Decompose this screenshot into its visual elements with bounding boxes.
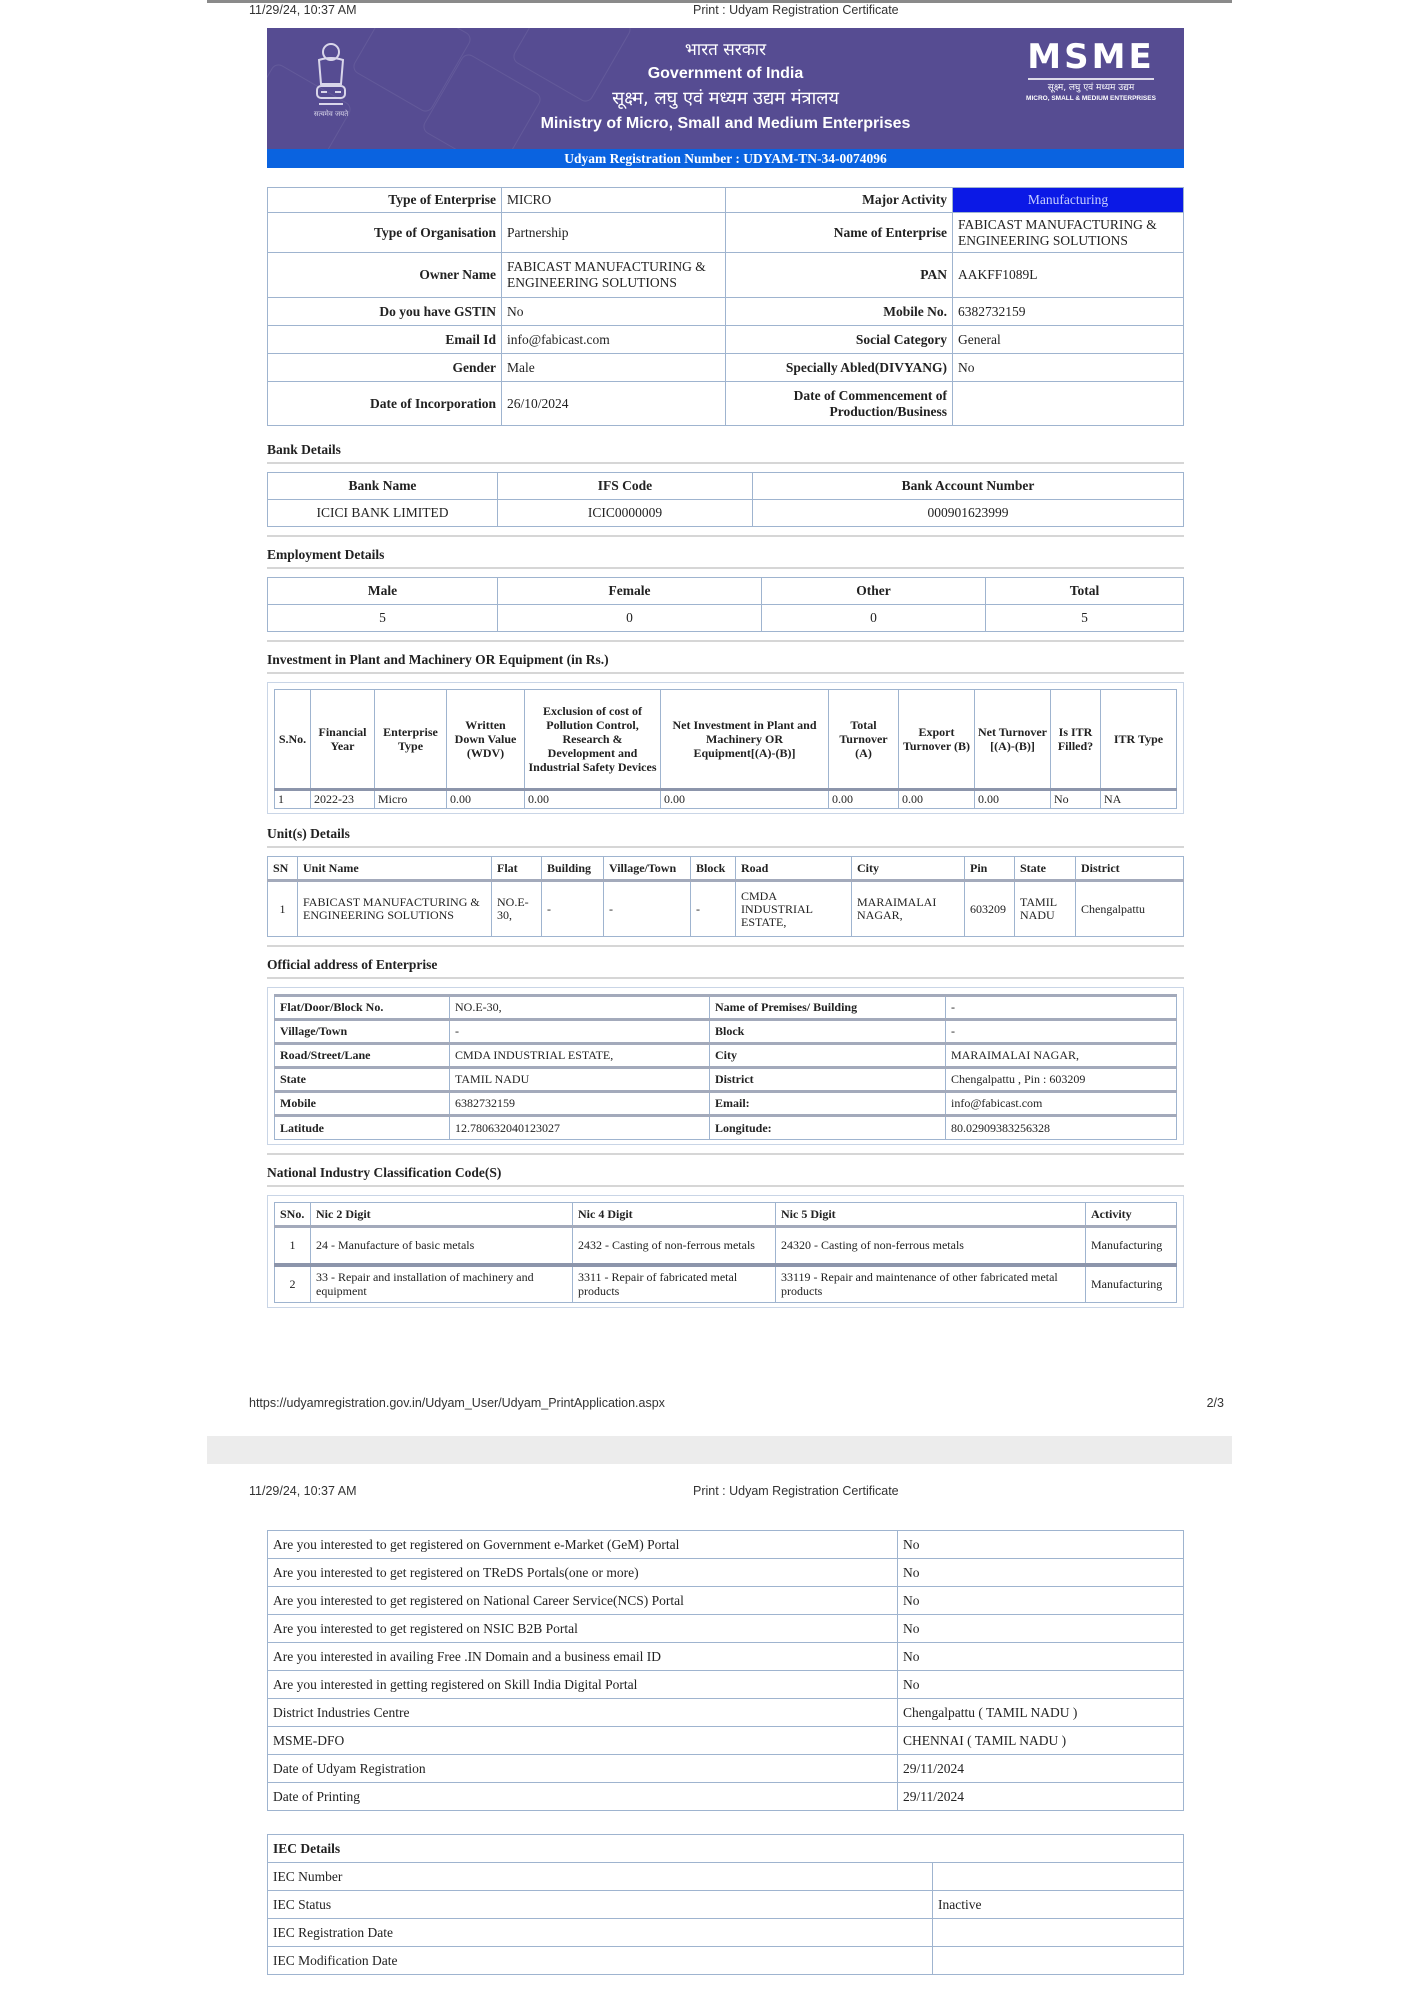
iec-modification-date-value (933, 1947, 1184, 1975)
address-value: 6382732159 (450, 1092, 710, 1116)
inv-header: Is ITR Filled? (1051, 690, 1101, 790)
account-number-value: 000901623999 (753, 500, 1184, 527)
section-divider (267, 640, 1184, 642)
label-type-of-organisation: Type of Organisation (268, 213, 502, 253)
section-divider (267, 567, 1184, 569)
inv-cell: 0.00 (661, 790, 829, 809)
unit-header: SN (268, 857, 298, 881)
unit-cell: - (691, 881, 736, 937)
msme-logo-subtitle: MICRO, SMALL & MEDIUM ENTERPRISES (1026, 95, 1156, 102)
msme-logo-text: MSME (1027, 37, 1155, 77)
iec-modification-date-label: IEC Modification Date (268, 1947, 933, 1975)
nic-cell: 33 - Repair and installation of machinery and equipment (311, 1265, 573, 1303)
value-mobile: 6382732159 (953, 298, 1184, 326)
address-label: City (710, 1044, 946, 1068)
msme-logo (1022, 38, 1160, 104)
unit-cell: MARAIMALAI NAGAR, (852, 881, 965, 937)
value-social-category: General (953, 326, 1184, 354)
question-label: Are you interested in availing Free .IN Domain and a business email ID (268, 1643, 898, 1671)
inv-cell: 0.00 (447, 790, 525, 809)
address-label: Latitude (275, 1116, 450, 1140)
bank-details-table (267, 472, 1184, 527)
govt-text: Government of India (647, 65, 804, 82)
address-value: 80.02909383256328 (946, 1116, 1177, 1140)
unit-cell: - (542, 881, 604, 937)
iec-registration-date-value (933, 1919, 1184, 1947)
investment-table (274, 689, 1177, 809)
address-value: MARAIMALAI NAGAR, (946, 1044, 1177, 1068)
unit-cell: FABICAST MANUFACTURING & ENGINEERING SOLUTIONS (298, 881, 492, 937)
nic-cell: Manufacturing (1086, 1227, 1177, 1265)
address-label: Mobile (275, 1092, 450, 1116)
nic-cell: 24320 - Casting of non-ferrous metals (776, 1227, 1086, 1265)
inv-header: Financial Year (311, 690, 375, 790)
inv-header: Written Down Value (WDV) (447, 690, 525, 790)
unit-cell: 603209 (965, 881, 1015, 937)
employment-header: Male (268, 578, 498, 605)
address-value: - (946, 1020, 1177, 1044)
unit-cell: TAMIL NADU (1015, 881, 1076, 937)
page-break (207, 1436, 1232, 1464)
ifsc-value: ICIC0000009 (498, 500, 753, 527)
inv-cell: No (1051, 790, 1101, 809)
unit-header: District (1076, 857, 1184, 881)
inv-header: ITR Type (1101, 690, 1177, 790)
inv-cell: 2022-23 (311, 790, 375, 809)
nic-cell: 24 - Manufacture of basic metals (311, 1227, 573, 1265)
inv-cell: NA (1101, 790, 1177, 809)
print-datetime: 11/29/24, 10:37 AM (249, 3, 357, 17)
print-title: Print : Udyam Registration Certificate (693, 3, 899, 17)
label-email: Email Id (268, 326, 502, 354)
registration-number-bar: Udyam Registration Number : UDYAM-TN-34-0074096 (267, 149, 1184, 168)
print-footer (249, 1396, 1224, 1410)
address-value: TAMIL NADU (450, 1068, 710, 1092)
value-type-of-organisation: Partnership (502, 213, 726, 253)
section-divider (267, 672, 1184, 674)
address-value: - (450, 1020, 710, 1044)
section-divider (267, 462, 1184, 464)
label-owner-name: Owner Name (268, 253, 502, 298)
address-box (267, 987, 1184, 1145)
msme-dfo-value: CHENNAI ( TAMIL NADU ) (898, 1727, 1184, 1755)
question-label: Are you interested to get registered on NSIC B2B Portal (268, 1615, 898, 1643)
iec-status-value: Inactive (933, 1891, 1184, 1919)
nic-cell: 1 (275, 1227, 311, 1265)
inv-cell: 0.00 (525, 790, 661, 809)
bank-header: Bank Account Number (753, 473, 1184, 500)
logo-rule (1028, 78, 1154, 80)
unit-header: State (1015, 857, 1076, 881)
address-label: Name of Premises/ Building (710, 996, 946, 1020)
value-gstin: No (502, 298, 726, 326)
date-of-printing-label: Date of Printing (268, 1783, 898, 1811)
section-divider (267, 1153, 1184, 1155)
label-date-of-commencement: Date of Commencement of Production/Business (726, 382, 953, 426)
address-label: Flat/Door/Block No. (275, 996, 450, 1020)
hindi-ministry-text: सूक्ष्म, लघु एवं मध्यम उद्यम मंत्रालय (612, 88, 839, 109)
question-label: Are you interested in getting registered on Skill India Digital Portal (268, 1671, 898, 1699)
certificate-content-continued (267, 1530, 1184, 1975)
label-mobile: Mobile No. (726, 298, 953, 326)
inv-header: Exclusion of cost of Pollution Control, Research & Development and Industrial Safety Devices (525, 690, 661, 790)
inv-cell: 0.00 (899, 790, 975, 809)
footer-url: https://udyamregistration.gov.in/Udyam_User/Udyam_PrintApplication.aspx (249, 1396, 665, 1410)
msme-logo-hindi: सूक्ष्म, लघु एवं मध्यम उद्यम (1047, 83, 1135, 93)
label-gender: Gender (268, 354, 502, 382)
msme-dfo-label: MSME-DFO (268, 1727, 898, 1755)
question-label: Are you interested to get registered on National Career Service(NCS) Portal (268, 1587, 898, 1615)
unit-header: Unit Name (298, 857, 492, 881)
address-value: - (946, 996, 1177, 1020)
date-of-registration-value: 29/11/2024 (898, 1755, 1184, 1783)
bank-details-title: Bank Details (267, 442, 341, 457)
investment-title: Investment in Plant and Machinery OR Equipment (in Rs.) (267, 652, 609, 667)
ministry-banner (267, 28, 1184, 149)
question-label: Are you interested to get registered on TReDS Portals(one or more) (268, 1559, 898, 1587)
nic-cell: 2432 - Casting of non-ferrous metals (573, 1227, 776, 1265)
question-answer: No (898, 1559, 1184, 1587)
female-count: 0 (498, 605, 762, 632)
nic-header: Nic 5 Digit (776, 1203, 1086, 1227)
unit-cell: NO.E-30, (492, 881, 542, 937)
nic-table (274, 1202, 1177, 1303)
investment-box (267, 682, 1184, 814)
employment-table (267, 577, 1184, 632)
value-owner-name: FABICAST MANUFACTURING & ENGINEERING SOLUTIONS (502, 253, 726, 298)
address-table (274, 994, 1177, 1140)
question-answer: No (898, 1643, 1184, 1671)
inv-cell: Micro (375, 790, 447, 809)
label-divyang: Specially Abled(DIVYANG) (726, 354, 953, 382)
unit-cell: Chengalpattu (1076, 881, 1184, 937)
value-date-of-incorporation: 26/10/2024 (502, 382, 726, 426)
address-label: District (710, 1068, 946, 1092)
nic-header: Activity (1086, 1203, 1177, 1227)
inv-header: Export Turnover (B) (899, 690, 975, 790)
section-divider (267, 1185, 1184, 1187)
units-title: Unit(s) Details (267, 826, 350, 841)
unit-header: Flat (492, 857, 542, 881)
inv-cell: 0.00 (829, 790, 899, 809)
label-name-of-enterprise: Name of Enterprise (726, 213, 953, 253)
nic-cell: 2 (275, 1265, 311, 1303)
section-divider (267, 945, 1184, 947)
nic-header: Nic 4 Digit (573, 1203, 776, 1227)
inv-cell: 1 (275, 790, 311, 809)
value-divyang: No (953, 354, 1184, 382)
address-label: Longitude: (710, 1116, 946, 1140)
page-number: 2/3 (1206, 1396, 1224, 1410)
label-major-activity: Major Activity (726, 188, 953, 213)
label-type-of-enterprise: Type of Enterprise (268, 188, 502, 213)
unit-header: Block (691, 857, 736, 881)
value-major-activity: Manufacturing (953, 188, 1184, 213)
nic-header: SNo. (275, 1203, 311, 1227)
address-label: Email: (710, 1092, 946, 1116)
nic-cell: Manufacturing (1086, 1265, 1177, 1303)
svg-text:सत्यमेव जयते: सत्यमेव जयते (313, 110, 349, 118)
ministry-text: Ministry of Micro, Small and Medium Enterprises (540, 115, 911, 132)
value-name-of-enterprise: FABICAST MANUFACTURING & ENGINEERING SOLUTIONS (953, 213, 1184, 253)
address-label: State (275, 1068, 450, 1092)
bank-name-value: ICICI BANK LIMITED (268, 500, 498, 527)
nic-title: National Industry Classification Code(S) (267, 1165, 502, 1180)
section-divider (267, 977, 1184, 979)
official-address-title: Official address of Enterprise (267, 957, 438, 972)
employment-details-title: Employment Details (267, 547, 385, 562)
units-table (267, 856, 1184, 937)
district-industries-centre-value: Chengalpattu ( TAMIL NADU ) (898, 1699, 1184, 1727)
date-of-printing-value: 29/11/2024 (898, 1783, 1184, 1811)
employment-header: Total (986, 578, 1184, 605)
print-page-2 (207, 3, 1232, 1435)
date-of-registration-label: Date of Udyam Registration (268, 1755, 898, 1783)
address-value: info@fabicast.com (946, 1092, 1177, 1116)
address-value: CMDA INDUSTRIAL ESTATE, (450, 1044, 710, 1068)
address-value: Chengalpattu , Pin : 603209 (946, 1068, 1177, 1092)
iec-details-title: IEC Details (268, 1835, 1184, 1863)
employment-header: Other (762, 578, 986, 605)
unit-header: Pin (965, 857, 1015, 881)
question-answer: No (898, 1671, 1184, 1699)
employment-header: Female (498, 578, 762, 605)
bank-header: Bank Name (268, 473, 498, 500)
question-answer: No (898, 1587, 1184, 1615)
inv-header: Net Turnover [(A)-(B)] (975, 690, 1051, 790)
registration-questions-table (267, 1530, 1184, 1811)
certificate-content (267, 28, 1184, 1308)
inv-header: Total Turnover (A) (829, 690, 899, 790)
unit-header: Building (542, 857, 604, 881)
iec-status-label: IEC Status (268, 1891, 933, 1919)
inv-header: Net Investment in Plant and Machinery OR Equipment[(A)-(B)] (661, 690, 829, 790)
print-header (207, 3, 1232, 25)
print-page-3 (207, 1464, 1232, 2000)
unit-cell: CMDA INDUSTRIAL ESTATE, (736, 881, 852, 937)
enterprise-details-table (267, 187, 1184, 426)
address-label: Village/Town (275, 1020, 450, 1044)
value-type-of-enterprise: MICRO (502, 188, 726, 213)
total-count: 5 (986, 605, 1184, 632)
section-divider (267, 846, 1184, 848)
male-count: 5 (268, 605, 498, 632)
inv-header: Enterprise Type (375, 690, 447, 790)
print-title: Print : Udyam Registration Certificate (693, 1484, 899, 1498)
section-divider (267, 535, 1184, 537)
label-gstin: Do you have GSTIN (268, 298, 502, 326)
question-answer: No (898, 1531, 1184, 1559)
nic-cell: 3311 - Repair of fabricated metal products (573, 1265, 776, 1303)
unit-header: Road (736, 857, 852, 881)
unit-header: City (852, 857, 965, 881)
value-date-of-commencement (953, 382, 1184, 426)
address-value: NO.E-30, (450, 996, 710, 1020)
value-pan: AAKFF1089L (953, 253, 1184, 298)
print-header (207, 1464, 1232, 1504)
value-email: info@fabicast.com (502, 326, 726, 354)
iec-registration-date-label: IEC Registration Date (268, 1919, 933, 1947)
question-answer: No (898, 1615, 1184, 1643)
iec-details-table (267, 1834, 1184, 1975)
bank-header: IFS Code (498, 473, 753, 500)
unit-cell: - (604, 881, 691, 937)
label-date-of-incorporation: Date of Incorporation (268, 382, 502, 426)
unit-header: Village/Town (604, 857, 691, 881)
inv-header: S.No. (275, 690, 311, 790)
address-label: Road/Street/Lane (275, 1044, 450, 1068)
question-label: Are you interested to get registered on Government e-Market (GeM) Portal (268, 1531, 898, 1559)
inv-cell: 0.00 (975, 790, 1051, 809)
label-social-category: Social Category (726, 326, 953, 354)
label-pan: PAN (726, 253, 953, 298)
unit-cell: 1 (268, 881, 298, 937)
value-gender: Male (502, 354, 726, 382)
other-count: 0 (762, 605, 986, 632)
nic-cell: 33119 - Repair and maintenance of other fabricated metal products (776, 1265, 1086, 1303)
nic-header: Nic 2 Digit (311, 1203, 573, 1227)
print-datetime: 11/29/24, 10:37 AM (249, 1484, 357, 1498)
address-value: 12.780632040123027 (450, 1116, 710, 1140)
district-industries-centre-label: District Industries Centre (268, 1699, 898, 1727)
nic-box (267, 1195, 1184, 1308)
iec-number-value (933, 1863, 1184, 1891)
address-label: Block (710, 1020, 946, 1044)
hindi-govt-text: भारत सरकार (684, 40, 767, 60)
iec-number-label: IEC Number (268, 1863, 933, 1891)
